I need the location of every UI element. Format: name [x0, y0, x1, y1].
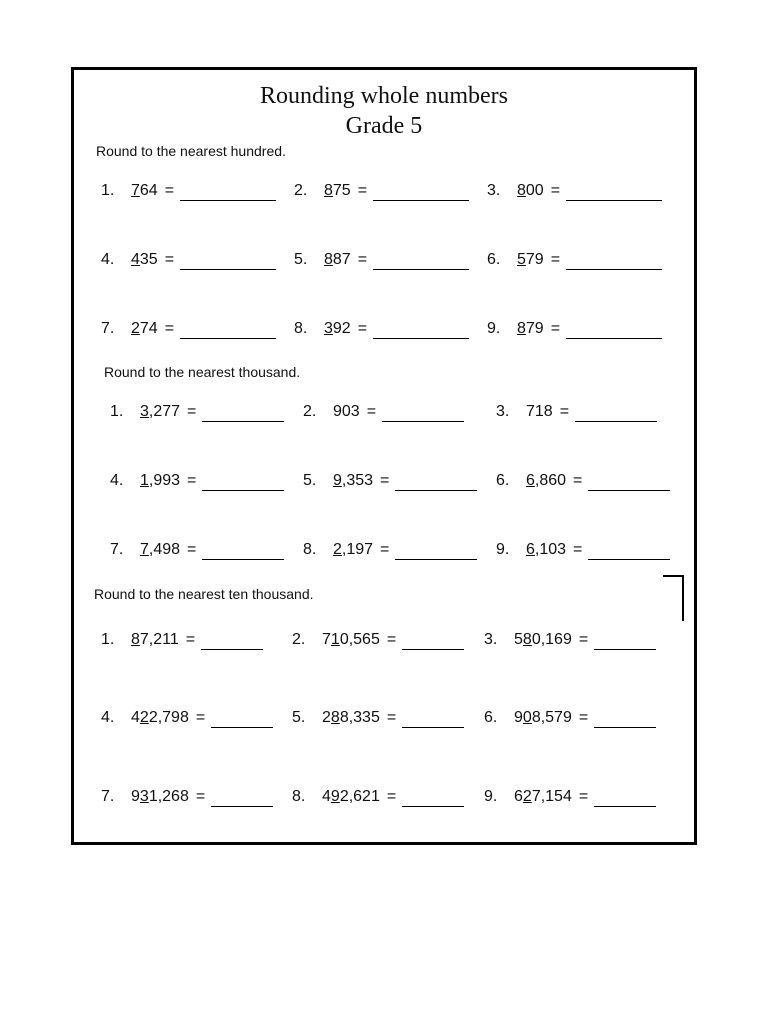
answer-blank[interactable]	[402, 788, 464, 807]
problem-value	[131, 787, 189, 807]
value-remaining-digits: ,498	[148, 541, 181, 558]
answer-blank[interactable]	[373, 182, 469, 201]
value-remaining-digits: 64	[139, 182, 158, 199]
underlined-digit: 4	[131, 251, 140, 268]
answer-blank[interactable]	[566, 320, 662, 339]
value-remaining-digits: 79	[525, 320, 544, 337]
problem-number: 5.	[294, 251, 308, 268]
underlined-digit: 8	[517, 182, 526, 199]
answer-blank[interactable]	[202, 403, 284, 422]
equals-sign: =	[573, 472, 583, 489]
equals-sign: =	[380, 472, 390, 489]
problem-number: 9.	[484, 788, 498, 805]
answer-blank[interactable]	[402, 631, 464, 650]
problem-value	[526, 540, 566, 560]
problem-s3-2	[292, 630, 464, 650]
problem-s2-2	[303, 402, 464, 422]
problem-s3-7	[101, 787, 273, 807]
problem-s1-6	[487, 250, 662, 270]
answer-blank[interactable]	[594, 709, 656, 728]
problem-value	[140, 402, 180, 422]
answer-blank[interactable]	[594, 788, 656, 807]
value-remaining-digits: 00	[525, 182, 544, 199]
equals-sign: =	[357, 182, 368, 199]
equals-sign: =	[386, 631, 397, 648]
problem-s2-5	[303, 471, 477, 491]
answer-blank[interactable]	[575, 403, 657, 422]
equals-sign: =	[187, 472, 197, 489]
problem-value	[131, 250, 158, 270]
value-remaining-digits: ,103	[534, 541, 567, 558]
problem-value	[517, 181, 544, 201]
problem-value	[322, 787, 380, 807]
underlined-digit: 2	[522, 788, 532, 805]
value-leading-digit: 9	[514, 709, 523, 726]
problem-s1-8	[294, 319, 469, 339]
answer-blank[interactable]	[373, 251, 469, 270]
equals-sign: =	[357, 320, 368, 337]
underlined-digit: 8	[517, 320, 526, 337]
equals-sign: =	[187, 541, 197, 558]
equals-sign: =	[578, 709, 589, 726]
problem-number: 1.	[101, 631, 115, 648]
problem-number: 5.	[303, 472, 317, 489]
problem-value	[131, 319, 158, 339]
problem-s1-1	[101, 181, 276, 201]
underlined-digit: 2	[131, 320, 140, 337]
underlined-digit: 0	[522, 709, 532, 726]
problem-number: 6.	[484, 709, 498, 726]
equals-sign: =	[559, 403, 570, 420]
problem-s3-1	[101, 630, 263, 650]
problem-s1-3	[487, 181, 662, 201]
problem-s2-3	[496, 402, 657, 422]
problem-number: 3.	[484, 631, 498, 648]
problem-number: 7.	[101, 788, 115, 805]
problem-value	[140, 471, 180, 491]
answer-blank[interactable]	[180, 182, 276, 201]
equals-sign: =	[550, 320, 561, 337]
problem-number: 1.	[101, 182, 115, 199]
equals-sign: =	[164, 320, 175, 337]
answer-blank[interactable]	[180, 251, 276, 270]
section-2-instruction: Round to the nearest thousand.	[104, 364, 301, 380]
answer-blank[interactable]	[382, 403, 464, 422]
value-remaining-digits: 1,268	[148, 788, 189, 805]
value-remaining-digits: 7,211	[139, 631, 179, 648]
underlined-digit: 1	[330, 631, 340, 648]
underlined-digit: 8	[131, 631, 140, 648]
answer-blank[interactable]	[211, 788, 273, 807]
problem-value	[514, 708, 572, 728]
value-remaining-digits: ,860	[534, 472, 567, 489]
answer-blank[interactable]	[566, 251, 662, 270]
problem-s2-8	[303, 540, 477, 560]
underlined-digit: 8	[324, 182, 333, 199]
underlined-digit: 2	[333, 541, 342, 558]
underlined-digit: 3	[324, 320, 333, 337]
problem-value	[322, 708, 380, 728]
value-remaining-digits: 2,621	[339, 788, 380, 805]
equals-sign: =	[550, 182, 561, 199]
problem-value	[333, 540, 373, 560]
problem-s1-7	[101, 319, 276, 339]
equals-sign: =	[386, 788, 397, 805]
underlined-digit: 6	[526, 541, 535, 558]
equals-sign: =	[573, 541, 583, 558]
value-remaining-digits: 0,169	[531, 631, 572, 648]
equals-sign: =	[164, 251, 175, 268]
problem-number: 6.	[487, 251, 501, 268]
value-remaining-digits: 8,579	[531, 709, 572, 726]
underlined-digit: 7	[140, 541, 149, 558]
answer-blank[interactable]	[373, 320, 469, 339]
answer-blank[interactable]	[588, 541, 670, 560]
problem-s2-6	[496, 471, 670, 491]
underlined-digit: 2	[139, 709, 149, 726]
value-remaining-digits: 7,154	[531, 788, 572, 805]
underlined-digit: 1	[140, 472, 149, 489]
problem-value	[324, 319, 351, 339]
answer-blank[interactable]	[180, 320, 276, 339]
answer-blank[interactable]	[395, 541, 477, 560]
answer-blank[interactable]	[402, 709, 464, 728]
value-remaining-digits: ,197	[341, 541, 374, 558]
value-leading-digit: 7	[322, 631, 331, 648]
problem-value	[526, 471, 566, 491]
section-3-instruction: Round to the nearest ten thousand.	[94, 586, 314, 602]
problem-number: 8.	[303, 541, 317, 558]
problem-number: 4.	[110, 472, 124, 489]
underlined-digit: 7	[131, 182, 140, 199]
worksheet-subtitle: Grade 5	[345, 113, 423, 139]
problem-value	[131, 630, 179, 650]
value-leading-digit: 5	[514, 631, 523, 648]
problem-value	[514, 630, 572, 650]
equals-sign: =	[195, 709, 206, 726]
problem-s3-5	[292, 708, 464, 728]
underlined-digit: 9	[330, 788, 340, 805]
problem-number: 7.	[110, 541, 124, 558]
answer-blank[interactable]	[201, 631, 263, 650]
value-remaining-digits: 87	[332, 251, 351, 268]
problem-s3-8	[292, 787, 464, 807]
problem-value	[333, 402, 360, 422]
problem-value	[322, 630, 380, 650]
problem-number: 7.	[101, 320, 115, 337]
value-leading-digit: 4	[131, 709, 140, 726]
problem-value	[324, 250, 351, 270]
answer-blank[interactable]	[202, 541, 284, 560]
problem-s1-9	[487, 319, 662, 339]
problem-number: 9.	[496, 541, 510, 558]
problem-s1-2	[294, 181, 469, 201]
problem-number: 9.	[487, 320, 501, 337]
underlined-digit: 3	[139, 788, 149, 805]
value-leading-digit: 9	[131, 788, 140, 805]
problem-value	[517, 250, 544, 270]
problem-value	[514, 787, 572, 807]
value-remaining-digits: ,353	[341, 472, 374, 489]
answer-blank[interactable]	[202, 472, 284, 491]
worksheet	[71, 67, 697, 845]
value-leading-digit: 4	[322, 788, 331, 805]
problem-s1-4	[101, 250, 276, 270]
equals-sign: =	[578, 788, 589, 805]
equals-sign: =	[366, 403, 377, 420]
value-remaining-digits: 79	[525, 251, 544, 268]
problem-number: 8.	[292, 788, 306, 805]
value-remaining-digits: 718	[526, 403, 553, 420]
value-remaining-digits: 903	[333, 403, 360, 420]
problem-s2-4	[110, 471, 284, 491]
answer-blank[interactable]	[588, 472, 670, 491]
value-remaining-digits: 8,335	[339, 709, 380, 726]
problem-s3-6	[484, 708, 656, 728]
equals-sign: =	[357, 251, 368, 268]
equals-sign: =	[187, 403, 197, 420]
problem-value	[324, 181, 351, 201]
problem-number: 6.	[496, 472, 510, 489]
value-remaining-digits: 74	[139, 320, 158, 337]
problem-value	[140, 540, 180, 560]
equals-sign: =	[164, 182, 175, 199]
problem-s3-3	[484, 630, 656, 650]
problem-number: 2.	[292, 631, 306, 648]
value-leading-digit: 2	[322, 709, 331, 726]
problem-number: 1.	[110, 403, 124, 420]
answer-blank[interactable]	[566, 182, 662, 201]
underlined-digit: 3	[140, 403, 149, 420]
problem-s2-9	[496, 540, 670, 560]
equals-sign: =	[578, 631, 589, 648]
problem-number: 2.	[303, 403, 317, 420]
problem-s2-1	[110, 402, 284, 422]
equals-sign: =	[195, 788, 206, 805]
problem-number: 2.	[294, 182, 308, 199]
underlined-digit: 8	[522, 631, 532, 648]
equals-sign: =	[185, 631, 196, 648]
answer-blank[interactable]	[594, 631, 656, 650]
problem-number: 5.	[292, 709, 306, 726]
value-remaining-digits: 92	[332, 320, 351, 337]
problem-number: 4.	[101, 251, 115, 268]
problem-number: 8.	[294, 320, 308, 337]
problem-value	[131, 708, 189, 728]
underlined-digit: 5	[517, 251, 526, 268]
value-remaining-digits: 35	[139, 251, 158, 268]
value-remaining-digits: 2,798	[148, 709, 189, 726]
problem-value	[517, 319, 544, 339]
underlined-digit: 6	[526, 472, 535, 489]
problem-value	[131, 181, 158, 201]
problem-number: 3.	[487, 182, 501, 199]
problem-s3-4	[101, 708, 273, 728]
problem-s1-5	[294, 250, 469, 270]
value-remaining-digits: 0,565	[339, 631, 380, 648]
worksheet-title: Rounding whole numbers	[260, 83, 508, 109]
problem-s3-9	[484, 787, 656, 807]
underlined-digit: 8	[324, 251, 333, 268]
equals-sign: =	[386, 709, 397, 726]
equals-sign: =	[380, 541, 390, 558]
problem-number: 3.	[496, 403, 510, 420]
value-remaining-digits: ,993	[148, 472, 181, 489]
underlined-digit: 8	[330, 709, 340, 726]
problem-s2-7	[110, 540, 284, 560]
value-remaining-digits: 75	[332, 182, 351, 199]
underlined-digit: 9	[333, 472, 342, 489]
value-leading-digit: 6	[514, 788, 523, 805]
section-1-instruction: Round to the nearest hundred.	[96, 143, 286, 159]
answer-blank[interactable]	[211, 709, 273, 728]
corner-mark	[663, 575, 684, 621]
problem-value	[333, 471, 373, 491]
value-remaining-digits: ,277	[148, 403, 181, 420]
problem-value	[526, 402, 553, 422]
answer-blank[interactable]	[395, 472, 477, 491]
problem-number: 4.	[101, 709, 115, 726]
equals-sign: =	[550, 251, 561, 268]
